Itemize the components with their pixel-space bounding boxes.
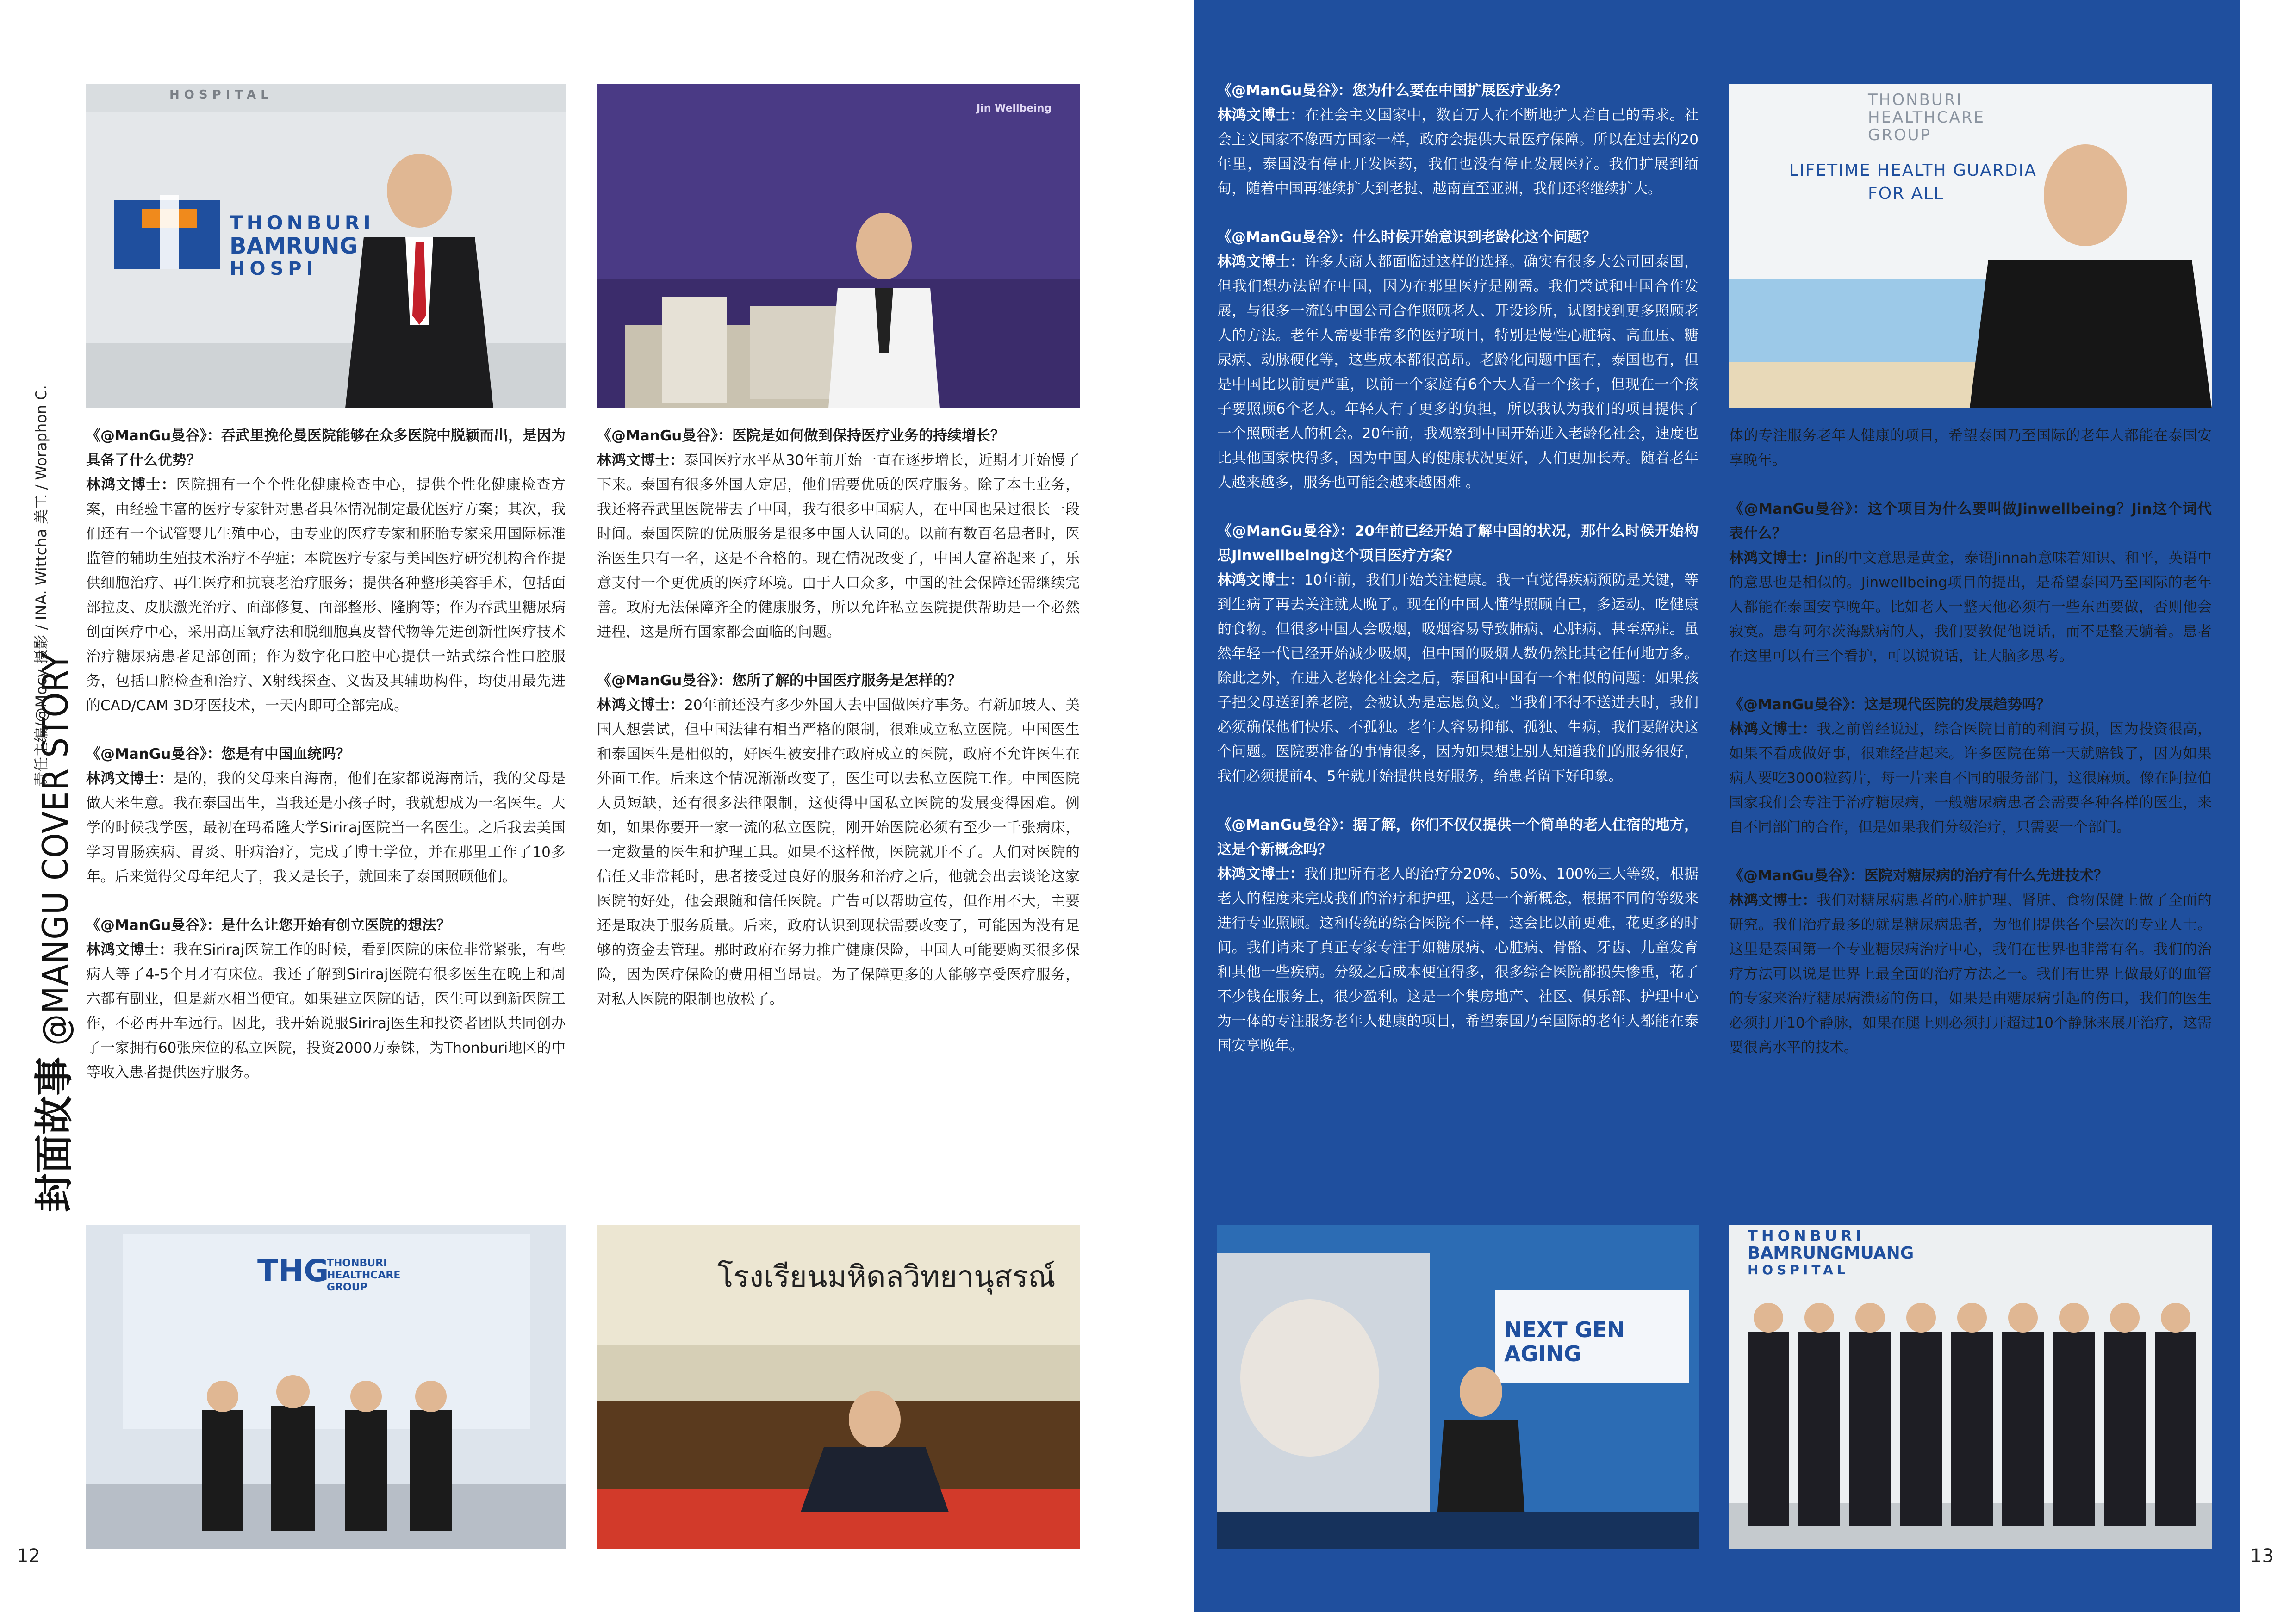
- qa-block: [86, 913, 566, 1085]
- right-page-margin: [2240, 0, 2296, 1612]
- qa-block: [1217, 519, 1699, 789]
- qa-block: [1729, 693, 2212, 840]
- qa-block: [1729, 864, 2212, 1060]
- interview-question: 《@ManGu曼谷》：是什么让您开始有创立医院的想法？: [86, 917, 451, 934]
- photo1-sign-line1: THONBURI: [230, 211, 374, 234]
- interview-question: 《@ManGu曼谷》：什么时候开始意识到老龄化这个问题？: [1217, 229, 1596, 246]
- speaker-label: 林鸿文博士：: [597, 697, 684, 713]
- interview-question: 《@ManGu曼谷》：您为什么要在中国扩展医疗业务？: [1217, 82, 1568, 99]
- interview-answer: 我们把所有老人的治疗分20%、50%、100%三大等级，根据老人的程度来完成我们的治疗和护理，这是一个新概念，根据不同的等级来进行专业照顾。这和传统的综合医院不一样，这会比以前更难，花更多的时间。我们请来了真正专家专注于如糖尿病、心脏病、骨骼、牙齿、儿童发育和其他一些疾病。分级之后成本便宜得多，很多综合医院都损失惨重，花了不少钱在服务上，很少盈利。这是一个集房地产、社区、俱乐部、护理中心为一体的专注服务老年人健康的项目，希望泰国乃至国际的老年人都能在泰国安享晚年。: [1217, 866, 1699, 1054]
- photo5-group-line1: THONBURI: [1868, 91, 1963, 109]
- side-title-cn: 封面故事: [31, 1056, 77, 1212]
- speaker-label: 林鸿文博士：: [1217, 866, 1304, 882]
- interview-question: 《@ManGu曼谷》：您所了解的中国医疗服务是怎样的？: [597, 672, 962, 689]
- photo1-sign-line2: BAMRUNG: [230, 233, 358, 259]
- interview-question: 《@ManGu曼谷》：医院是如何做到保持医疗业务的持续增长？: [597, 428, 1005, 444]
- speaker-label: 林鸿文博士：: [1217, 107, 1305, 124]
- photo-next-gen-aging-art: [1217, 1225, 1699, 1549]
- speaker-label: 林鸿文博士：: [86, 477, 176, 493]
- qa-block: [597, 424, 1080, 645]
- interview-answer: 是的，我的父母来自海南，他们在家都说海南话，我的父母是做大米生意。我在泰国出生，当我还是小孩子时，我就想成为一名医生。大学的时候我学医，最初在玛希隆大学Siriraj医院当一名医生。之后我去美国学习胃肠疾病、胃炎、肝病治疗，完成了博士学位，并在那里工作了10多年。后来觉得父母年纪大了，我又是长子，就回来了泰国照顾他们。: [86, 770, 566, 885]
- speaker-label: 林鸿文博士：: [86, 770, 174, 787]
- photo-bamrungmuang-group: [1729, 1225, 2212, 1549]
- photo6-sign-text: NEXT GEN AGING: [1504, 1317, 1625, 1366]
- interview-question: 《@ManGu曼谷》：这是现代医院的发展趋势吗？: [1729, 696, 2051, 713]
- page-number-right: 13: [2250, 1545, 2274, 1567]
- interview-question: 《@ManGu曼谷》：吞武里挽伦曼医院能够在众多医院中脱颖而出，是因为具备了什么优势？: [86, 428, 566, 469]
- interview-answer: 医院拥有一个个性化健康检查中心，提供个性化健康检查方案，由经验丰富的医疗专家针对患者具体情况制定最优医疗方案；其次，我们还有一个试管婴儿生殖中心，由专业的医疗专家和胚胎专家采用国际标准监管的辅助生殖技术治疗不孕症；本院医疗专家与美国医疗研究机构合作提供细胞治疗、再生医疗和抗衰老治疗服务；提供各种整形美容手术，包括面部拉皮、皮肤激光治疗、面部修复、面部整形、隆胸等；作为吞武里糖尿病创面医疗中心，采用高压氧疗法和脱细胞真皮替代物等先进创新性医疗技术治疗糖尿病患者足部创面；作为数字化口腔中心提供一站式综合性口腔服务，包括口腔检查和治疗、X射线探查、义齿及其辅助构件，均使用最先进的CAD/CAM 3D牙医技术，一天内即可全部完成。: [86, 477, 566, 714]
- photo-thg-group: [86, 1225, 566, 1549]
- speaker-label: 林鸿文博士：: [1729, 550, 1817, 566]
- interview-question: 《@ManGu曼谷》：据了解，你们不仅仅提供一个简单的老人住宿的地方，这是个新概念吗？: [1217, 817, 1699, 858]
- qa-block: [86, 742, 566, 889]
- interview-question: 《@ManGu曼谷》：这个项目为什么要叫做Jinwellbeing？Jin这个词代表什么？: [1729, 501, 2212, 542]
- qa-block-continuation: [1729, 424, 2212, 473]
- photo7-sign-line1: THONBURI: [1748, 1227, 1865, 1245]
- interview-answer: 我在Siriraj医院工作的时候，看到医院的床位非常紧张，有些病人等了4-5个月才有床位。我还了解到Siriraj医院有很多医生在晚上和周六都有副业，但是薪水相当便宜。如果建立医院的话，医生可以到新医院工作，不必再开车远行。因此，我开始说服Siriraj医生和投资者团队共同创办了一家拥有60张床位的私立医院，投资2000万泰铢，为Thonburi地区的中等收入患者提供医疗服务。: [86, 942, 566, 1081]
- qa-block: [597, 669, 1080, 1012]
- qa-block: [1217, 225, 1699, 495]
- photo-speaker-hospital: [86, 84, 566, 408]
- speaker-label: 林鸿文博士：: [1729, 892, 1817, 909]
- speaker-label: 林鸿文博士：: [1217, 572, 1304, 589]
- photo-next-gen-aging: [1217, 1225, 1699, 1549]
- speaker-label: 林鸿文博士：: [597, 452, 684, 469]
- article-column-1: [86, 424, 566, 1109]
- interview-answer: 许多大商人都面临过这样的选择。确实有很多大公司回泰国，但我们想办法留在中国，因为在那里医疗是刚需。我们尝试和中国合作发展，与很多一流的中国公司合作照顾老人、开设诊所，试图找到更多照顾老人的方法。老年人需要非常多的医疗项目，特别是慢性心脏病、高血压、糖尿病、动脉硬化等，这些成本都很高昂。老龄化问题中国有，泰国也有，但是中国比以前更严重，以前一个家庭有6个大人看一个孩子，但现在一个孩子要照顾6个老人。年轻人有了更多的负担，所以我认为我们的项目提供了一个照顾老人的机会。20年前，我观察到中国开始进入老龄化社会，速度也比其他国家快得多，因为中国人的健康状况更好，人们更加长寿。随着老年人越来越多，服务也可能会越来越困难 。: [1217, 254, 1699, 491]
- article-column-2: [597, 424, 1080, 1036]
- interview-answer: 我之前曾经说过，综合医院目前的利润亏损，因为投资很高，如果不看成做好事，很难经营起来。许多医院在第一天就赔钱了，因为如果病人要吃3000粒药片，每一片来自不同的服务部门，这很麻烦。像在阿拉伯国家我们会专注于治疗糖尿病，一般糖尿病患者会需要各种各样的医生，来自不同部门的合作，但是如果我们分级治疗，只需要一个部门。: [1729, 721, 2212, 836]
- interview-question: 《@ManGu曼谷》：20年前已经开始了解中国的状况，那什么时候开始构思Jinwellbeing这个项目医疗方案？: [1217, 523, 1699, 564]
- interview-answer: 在社会主义国家中，数百万人在不断地扩大着自己的需求。社会主义国家不像西方国家一样，政府会提供大量医疗保障。所以在过去的20年里，泰国没有停止开发医药，我们也没有停止发展医疗。我们扩展到缅甸，随着中国再继续扩大到老挝、越南直至亚洲，我们还将继续扩大。: [1217, 107, 1699, 197]
- photo5-group-line3: GROUP: [1868, 126, 1932, 144]
- photo1-sign-line3: HOSPI: [230, 258, 318, 279]
- interview-answer: 20年前还没有多少外国人去中国做医疗事务。有新加坡人、美国人想尝试，但中国法律有相当严格的限制，很难成立私立医院。中国医生和泰国医生是相似的，好医生被安排在政府成立的医院，政府不允许医生在外面工作。后来这个情况渐渐改变了，医生可以去私立医院工作。中国医院人员短缺，还有很多法律限制，这使得中国私立医院的发展变得困难。例如，如果你要开一家一流的私立医院，刚开始医院必须有至少一千张病床，一定数量的医生和护理工具。如果不这样做，医院就开不了。人们对医院的信任又非常耗时，患者接受过良好的服务和治疗之后，他就会出去谈论这家医院的好处，他会跟随和信任医院。广告可以帮助宣传，但作用不大，主要还是取决于服务质量。后来，政府认识到现状需要改变了，可能因为没有足够的资金去管理。那时政府在努力推广健康保险，中国人可能要购买很多保险，因为医疗保险的费用相当昂贵。为了保障更多的人能够享受医疗服务，对私人医院的限制也放松了。: [597, 697, 1080, 1008]
- interview-question: 《@ManGu曼谷》：您是有中国血统吗？: [86, 746, 350, 763]
- interview-question: 《@ManGu曼谷》：医院对糖尿病的治疗有什么先进技术？: [1729, 868, 2108, 884]
- photo2-backdrop-text: Jin Wellbeing: [977, 103, 1052, 114]
- photo7-sign-line2: BAMRUNGMUANG: [1748, 1244, 1914, 1263]
- photo-portrait-art: [1729, 84, 2212, 408]
- continued-answer: 体的专注服务老年人健康的项目，希望泰国乃至国际的老年人都能在泰国安享晚年。: [1729, 428, 2212, 469]
- speaker-label: 林鸿文博士：: [1217, 254, 1305, 270]
- interview-answer: 泰国医疗水平从30年前开始一直在逐步增长，近期才开始慢了下来。泰国有很多外国人定居，他们需要优质的医疗服务。除了本土业务，我还将吞武里医院带去了中国，我有很多中国病人，在中国也呆过很长一段时间。泰国医院的优质服务是很多中国人认同的。以前有数百名患者时，医治医生只有一名，这是不合格的。现在情况改变了，中国人富裕起来了，乐意支付一个更优质的医疗环境。由于人口众多，中国的社会保障还需继续完善。政府无法保障齐全的健康服务，所以允许私立医院提供帮助是一个必然进程，这是所有国家都会面临的问题。: [597, 452, 1080, 640]
- side-title-en: @MANGU COVER STORY: [35, 652, 76, 1046]
- interview-answer: 我们对糖尿病患者的心脏护理、肾脏、食物保健上做了全面的研究。我们治疗最多的就是糖尿病患者，为他们提供各个层次的专业人士。这里是泰国第一个专业糖尿病治疗中心，我们在世界也非常有名。我们的治疗方法可以说是世界上最全面的治疗方法之一。我们有世界上做最好的血管的专家来治疗糖尿病溃疡的伤口，如果是由糖尿病引起的伤口，我们的医生必须打开10个静脉，如果在腿上则必须打开超过10个静脉来展开治疗，这需要很高水平的技术。: [1729, 892, 2212, 1056]
- photo1-top-text: HOSPITAL: [169, 88, 273, 102]
- speaker-label: 林鸿文博士：: [86, 942, 174, 958]
- photo5-banner-line1: LIFETIME HEALTH GUARDIA: [1789, 161, 2037, 180]
- photo3-group-name: THONBURI HEALTHCARE GROUP: [327, 1258, 401, 1293]
- qa-block: [1729, 497, 2212, 669]
- staff-credits: 责任主编/@Mocy 摄影 / INA. Wittcha 美工 / Woraphon C.: [32, 385, 50, 787]
- qa-block: [1217, 813, 1699, 1058]
- photo7-sign-line3: HOSPITAL: [1748, 1262, 1849, 1277]
- photo4-thai-text: โรงเรียนมหิดลวิทยานุสรณ์: [717, 1260, 1056, 1294]
- qa-block: [1217, 79, 1699, 201]
- qa-block: [86, 424, 566, 718]
- interview-answer: Jin的中文意思是黄金，泰语Jinnah意味着知识、和平，英语中的意思也是相似的。Jinwellbeing项目的提出，是希望泰国乃至国际的老年人都能在泰国安享晚年。比如老人一整天他必须有一些东西要做，否则他会寂寞。患有阿尔茨海默病的人，我们要教促他说话，而不是整天躺着。患者在这里可以有三个看护，可以说说话，让大脑多思考。: [1729, 550, 2212, 664]
- photo-school-speaker: [597, 1225, 1080, 1549]
- article-column-4: [1729, 424, 2212, 1084]
- photo3-logo: THG: [257, 1253, 329, 1289]
- article-column-3: [1217, 79, 1699, 1082]
- photo5-banner-line2: FOR ALL: [1868, 184, 1944, 203]
- speaker-label: 林鸿文博士：: [1729, 721, 1817, 738]
- interview-answer: 10年前，我们开始关注健康。我一直觉得疾病预防是关键，等到生病了再去关注就太晚了。现在的中国人懂得照顾自己，多运动、吃健康的食物。但很多中国人会吸烟，吸烟容易导致肺病、心脏病、甚至癌症。虽然年轻一代已经开始减少吸烟，但中国的吸烟人数仍然比其它任何地方多。除此之外，在进入老龄化社会之后，泰国和中国有一个相似的问题：如果孩子把父母送到养老院，会被认为是忘恩负义。当我们不得不送进去时，我们必须确保他们快乐、不孤独。老年人容易抑郁、孤独、生病，我们要解决这个问题。医院要准备的事情很多，因为如果想让别人知道我们的服务很好，我们必须提前4、5年就开始提供良好服务，给患者留下好印象。: [1217, 572, 1699, 785]
- photo-jin-wellbeing-event: [597, 84, 1080, 408]
- page-number-left: 12: [17, 1545, 40, 1567]
- photo-jin-wellbeing-art: [597, 84, 1080, 408]
- photo-portrait-thonburi-healthcare: [1729, 84, 2212, 408]
- photo5-group-line2: HEALTHCARE: [1868, 108, 1985, 127]
